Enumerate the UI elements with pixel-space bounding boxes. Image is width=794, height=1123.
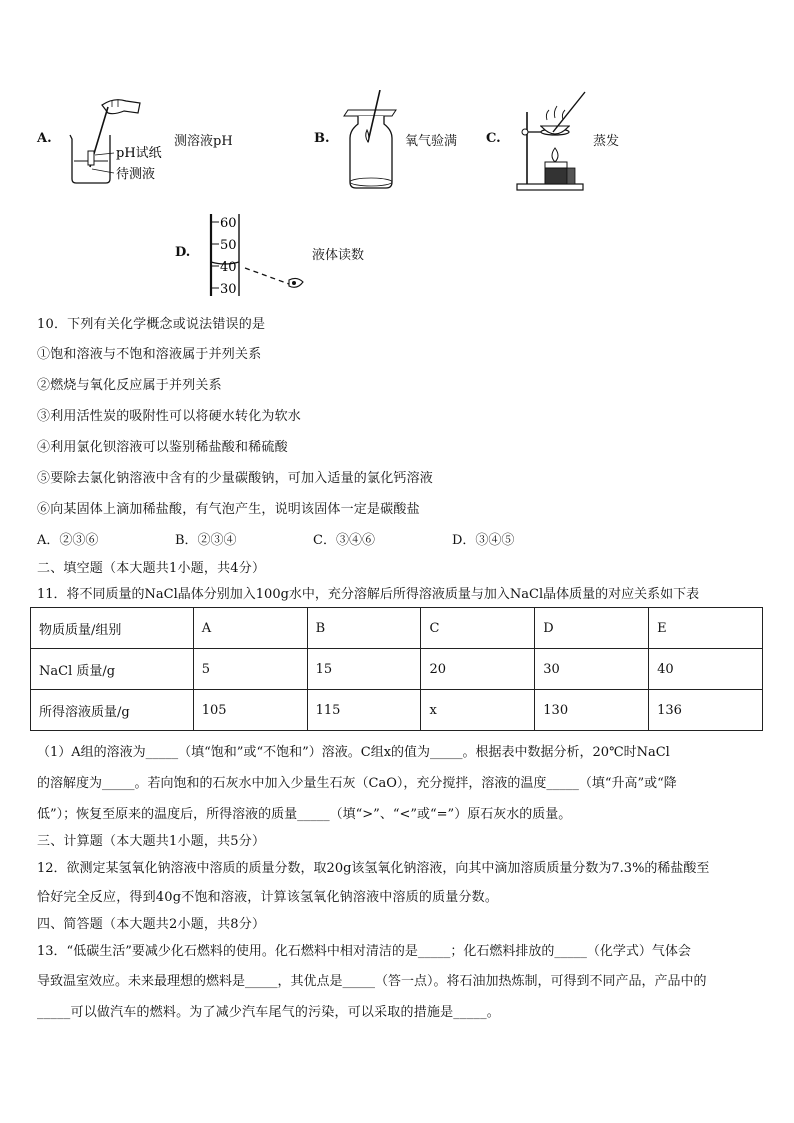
table-row bbox=[31, 690, 763, 731]
q11-stem: 11．将不同质量的NaCl晶体分别加入100g水中，充分溶解后所得溶液质量与加入NaCl晶体质量的对应关系如下表 bbox=[37, 587, 700, 602]
table-cell: 5 bbox=[193, 649, 307, 690]
table-header-row bbox=[31, 608, 763, 649]
option-b-caption: 氧气验满 bbox=[405, 134, 458, 149]
table-cell: NaCl 质量/g bbox=[31, 649, 194, 690]
q10-choice-b: B．②③④ bbox=[175, 533, 237, 548]
scale-30: 30 bbox=[220, 282, 237, 297]
q10-item-6: ⑥向某固体上滴加稀盐酸，有气泡产生，说明该固体一定是碳酸盐 bbox=[37, 502, 420, 517]
q12-line-2: 恰好完全反应，得到40g不饱和溶液，计算该氢氧化钠溶液中溶质的质量分数。 bbox=[37, 890, 499, 905]
q10-item-2: ②燃烧与氧化反应属于并列关系 bbox=[37, 378, 222, 393]
q10-item-3: ③利用活性炭的吸附性可以将硬水转化为软水 bbox=[37, 409, 302, 424]
q12-line-1: 12．欲测定某氢氧化钠溶液中溶质的质量分数，取20g该氢氧化钠溶液，向其中滴加溶质质量分数为7.3%的稀盐酸至 bbox=[37, 861, 710, 876]
table-cell: 物质质量/组别 bbox=[31, 608, 194, 649]
q10-item-4: ④利用氯化钡溶液可以鉴别稀盐酸和稀硫酸 bbox=[37, 440, 288, 455]
section-3-heading: 三、计算题（本大题共1小题，共5分） bbox=[37, 834, 266, 849]
option-a-caption: 测溶液pH bbox=[174, 134, 233, 149]
table-row bbox=[31, 649, 763, 690]
q10-item-5: ⑤要除去氯化钠溶液中含有的少量碳酸钠，可加入适量的氯化钙溶液 bbox=[37, 471, 434, 486]
q10-choice-d: D．③④⑤ bbox=[452, 533, 515, 548]
q11-line-2: 的溶解度为_____。若向饱和的石灰水中加入少量生石灰（CaO），充分搅拌，溶液的温度_____（填“升高”或“降 bbox=[37, 776, 677, 791]
table-cell: x bbox=[421, 690, 535, 731]
ph-test-illustration bbox=[62, 95, 174, 187]
scale-50: 50 bbox=[220, 238, 237, 253]
table-cell: 30 bbox=[535, 649, 649, 690]
table-cell: D bbox=[535, 608, 649, 649]
cylinder-reading-illustration bbox=[205, 210, 311, 298]
q10-stem: 10．下列有关化学概念或说法错误的是 bbox=[37, 317, 266, 332]
evaporation-illustration bbox=[515, 90, 595, 192]
table-cell: 136 bbox=[649, 690, 763, 731]
table-cell: E bbox=[649, 608, 763, 649]
table-cell: B bbox=[307, 608, 421, 649]
table-cell: C bbox=[421, 608, 535, 649]
q13-line-1: 13．“低碳生活”要减少化石燃料的使用。化石燃料中相对清洁的是_____；化石燃料排放的_____（化学式）气体会 bbox=[37, 944, 691, 959]
q11-line-3: 低”）；恢复至原来的温度后，所得溶液的质量_____（填“>”、“<”或“=”）原石灰水的质量。 bbox=[37, 807, 572, 822]
section-4-heading: 四、简答题（本大题共2小题，共8分） bbox=[37, 917, 266, 932]
ph-paper-label: pH试纸 bbox=[116, 146, 162, 161]
nacl-data-table bbox=[30, 607, 763, 731]
option-b-letter: B. bbox=[314, 131, 330, 146]
scale-40: 40 bbox=[220, 260, 237, 275]
table-cell: 105 bbox=[193, 690, 307, 731]
table-cell: 130 bbox=[535, 690, 649, 731]
test-liquid-label: 待测液 bbox=[116, 167, 156, 182]
option-c-letter: C. bbox=[486, 131, 501, 146]
option-a-letter: A. bbox=[37, 131, 52, 146]
q11-line-1: （1）A组的溶液为_____（填“饱和”或“不饱和”）溶液。C组x的值为_____。根据表中数据分析，20℃时NaCl bbox=[37, 745, 670, 760]
table-cell: A bbox=[193, 608, 307, 649]
table-cell: 15 bbox=[307, 649, 421, 690]
table-cell: 20 bbox=[421, 649, 535, 690]
table-cell: 115 bbox=[307, 690, 421, 731]
table-cell: 40 bbox=[649, 649, 763, 690]
section-2-heading: 二、填空题（本大题共1小题，共4分） bbox=[37, 561, 266, 576]
oxygen-bottle-illustration bbox=[340, 90, 400, 192]
q13-line-2: 导致温室效应。未来最理想的燃料是_____，其优点是_____（答一点）。将石油加热炼制，可得到不同产品，产品中的 bbox=[37, 974, 707, 989]
q10-choice-a: A．②③⑥ bbox=[37, 533, 99, 548]
scale-60: 60 bbox=[220, 216, 237, 231]
q13-line-3: _____可以做汽车的燃料。为了减少汽车尾气的污染，可以采取的措施是_____。 bbox=[37, 1005, 501, 1020]
q10-choice-c: C．③④⑥ bbox=[313, 533, 375, 548]
table-cell: 所得溶液质量/g bbox=[31, 690, 194, 731]
option-c-caption: 蒸发 bbox=[593, 134, 620, 149]
option-d-letter: D. bbox=[175, 245, 191, 260]
q10-item-1: ①饱和溶液与不饱和溶液属于并列关系 bbox=[37, 347, 262, 362]
option-d-caption: 液体读数 bbox=[312, 248, 365, 263]
